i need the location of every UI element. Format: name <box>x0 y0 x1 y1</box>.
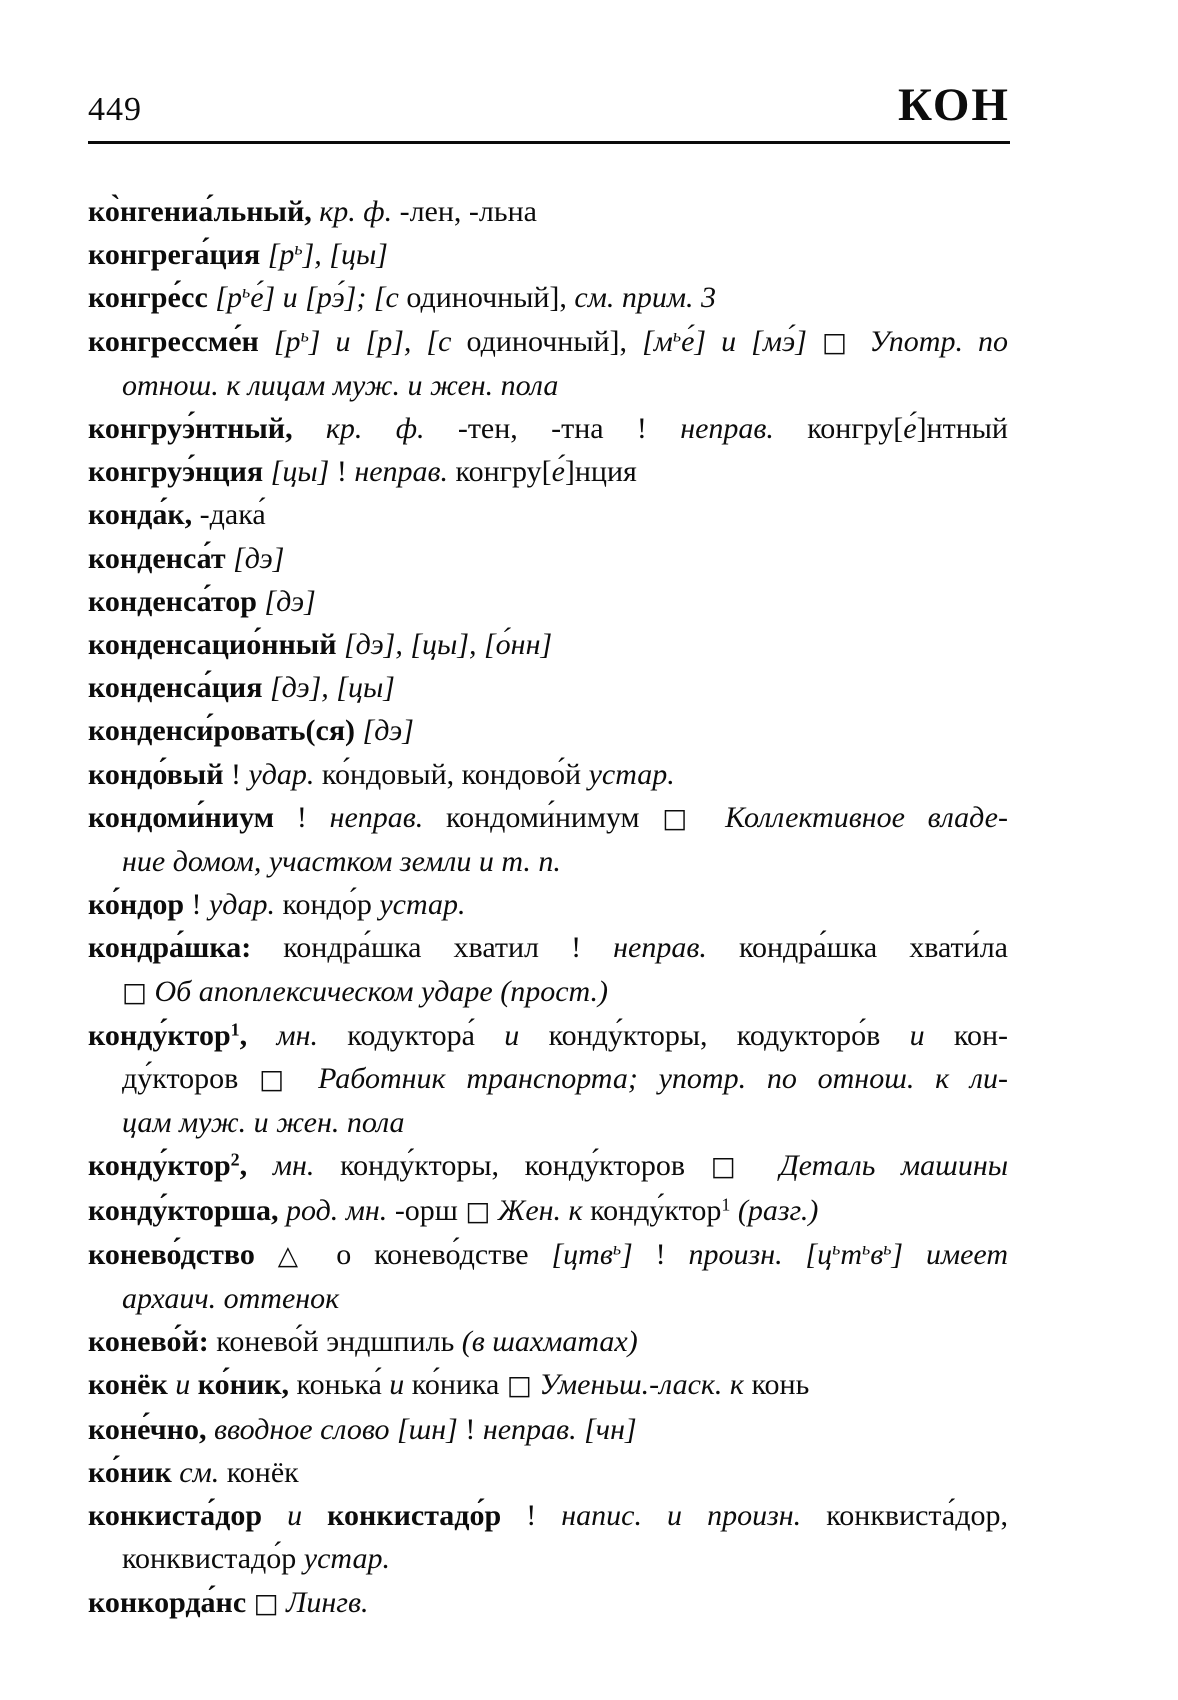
label-italic-text: неправ. <box>680 412 808 446</box>
header-rule <box>88 141 1010 144</box>
entry-line <box>88 1408 1008 1451</box>
headword-text: конденса́тор <box>88 584 265 618</box>
entry-line <box>88 883 1008 926</box>
entry-text: конду́кторы, кодукторо́в <box>548 1018 910 1052</box>
entry-line <box>88 407 1008 450</box>
entry-line <box>88 537 1008 580</box>
headword-text: конгруэ́нтный, <box>88 412 293 446</box>
definition-square-icon: □ <box>662 802 703 834</box>
headword-text: конево́дство <box>88 1237 278 1271</box>
label-italic-text: ] <box>621 1237 633 1271</box>
label-italic-text: е́] и [рэ́]; [с <box>250 281 407 315</box>
label-italic-text: ь <box>294 238 303 259</box>
label-italic-text: устар. <box>588 757 675 791</box>
headword-text: ко̀нгениа́льный, <box>88 195 312 228</box>
definition-square-icon: □ <box>465 1195 491 1227</box>
entry-text: ко́ника <box>411 1368 507 1402</box>
label-italic-text: е́ <box>551 455 565 489</box>
entry-text: конгру[ <box>807 412 904 446</box>
headword-text: 2 <box>230 1150 240 1171</box>
label-italic-text: ние домом, участком земли и т. п. <box>122 845 561 879</box>
label-italic-text: Жен. к <box>490 1193 591 1227</box>
label-italic-text: напис. и произн. <box>561 1499 827 1533</box>
label-italic-text: неправ. <box>329 800 447 834</box>
entry-line <box>88 623 1008 666</box>
headword-text: , <box>239 1018 248 1052</box>
label-italic-text: ] имеет <box>891 1237 1009 1271</box>
label-italic-text: ] и [р], [с <box>308 324 467 358</box>
entry-text: 1 <box>721 1194 731 1215</box>
headword-text: конду́ктор <box>88 1149 231 1183</box>
label-italic-text: [дэ] <box>362 714 414 748</box>
entry-text: ! <box>632 1237 689 1271</box>
label-italic-text: неправ. [чн] <box>482 1412 637 1446</box>
dictionary-entries <box>88 190 1008 1625</box>
label-italic-text: см. прим. 3 <box>574 281 717 315</box>
headword-text: конденса́т <box>88 541 234 575</box>
entry-text: -лен, -льна <box>399 195 537 228</box>
entry-line <box>88 1537 1008 1580</box>
entry-line <box>88 320 1008 364</box>
label-italic-text: архаич. оттенок <box>122 1282 340 1316</box>
label-italic-text: неправ. <box>613 931 739 965</box>
entry-line <box>88 1189 1008 1233</box>
label-italic-text: удар. <box>209 888 283 922</box>
label-italic-text: удар. <box>248 757 322 791</box>
entry-text: конь <box>751 1368 810 1402</box>
entry-text: конквистадо́р <box>122 1542 304 1576</box>
entry-text: конду́ктор <box>590 1193 722 1227</box>
headword-text: ко́ник <box>88 1455 180 1489</box>
entry-line <box>88 840 1008 883</box>
definition-square-icon: □ <box>506 1370 532 1402</box>
label-italic-text: [р <box>267 238 295 272</box>
label-italic-text: [дэ], [цы] <box>269 671 395 705</box>
entry-line <box>88 1494 1008 1537</box>
entry-text: ду́кторов <box>122 1062 260 1096</box>
label-italic-text: Деталь машины <box>753 1149 1009 1183</box>
entry-line <box>88 970 1008 1014</box>
running-head: КОН <box>897 79 1010 131</box>
entry-line <box>88 1014 1008 1057</box>
entry-text: ! <box>274 800 330 834</box>
entry-line <box>88 1451 1008 1494</box>
label-italic-text: устар. <box>303 1542 390 1576</box>
entry-line <box>88 190 1008 233</box>
entry-line <box>88 1101 1008 1144</box>
label-italic-text: е́ <box>903 412 917 446</box>
entry-text: кон- <box>953 1018 1008 1052</box>
label-italic-text: и <box>175 1368 198 1402</box>
headword-text: ко́ндор <box>88 888 185 922</box>
headword-text: 1 <box>230 1019 240 1040</box>
entry-line <box>88 233 1008 276</box>
label-italic-text: род. мн. <box>278 1193 395 1227</box>
headword-text: конгре́сс <box>88 281 216 315</box>
headword-text: , <box>239 1149 248 1183</box>
label-italic-text: [р <box>273 324 301 358</box>
entry-text: конквиста́дор, <box>826 1499 1008 1533</box>
label-italic-text: и <box>389 1368 412 1402</box>
headword-text: конгруэ́нция <box>88 455 271 489</box>
label-italic-text: см. <box>179 1455 227 1489</box>
label-italic-text: Уменьш.-ласк. к <box>531 1368 752 1402</box>
definition-square-icon: □ <box>122 976 147 1008</box>
page-header <box>88 78 1010 132</box>
label-italic-text: кр. ф. <box>292 412 458 446</box>
label-italic-text: [цтв <box>551 1237 613 1271</box>
entry-text: ! <box>329 455 355 489</box>
label-italic-text: Коллективное владе- <box>702 800 1008 834</box>
headword-text: конгрега́ция <box>88 238 268 272</box>
label-italic-text: вводное слово [шн] <box>206 1412 458 1446</box>
entry-text: -тен, -тна ! <box>457 412 681 446</box>
headword-text: конкорда́нс <box>88 1585 254 1619</box>
page-number: 449 <box>88 91 142 128</box>
label-italic-text: мн. <box>247 1149 341 1183</box>
entry-line <box>88 580 1008 623</box>
definition-square-icon: □ <box>821 326 855 358</box>
headword-text: конево́й: <box>88 1325 209 1359</box>
triangle-symbol-icon: △ <box>277 1239 314 1271</box>
label-italic-text: ь <box>832 1238 841 1259</box>
entry-line <box>88 1363 1008 1407</box>
entry-text: -дака́ <box>192 498 266 532</box>
label-italic-text: ь <box>672 325 682 346</box>
label-italic-text: Работник транспорта; употр. по отнош. к ли- <box>297 1062 1008 1096</box>
label-italic-text: [дэ], [цы], [о́нн] <box>343 628 553 662</box>
entry-text: конёк <box>226 1455 299 1489</box>
entry-text: одиночный], <box>466 324 643 358</box>
headword-text: конду́ктор <box>88 1018 231 1052</box>
entry-line <box>88 1581 1008 1625</box>
label-italic-text: цам муж. и жен. пола <box>122 1106 405 1140</box>
entry-text: кондра́шка хвати́ла <box>738 931 1008 965</box>
definition-square-icon: □ <box>259 1064 298 1096</box>
label-italic-text: неправ. <box>354 455 456 489</box>
entry-line <box>88 1320 1008 1363</box>
label-italic-text: (в шахматах) <box>461 1325 638 1359</box>
entry-text: ко́ндовый, кондово́й <box>321 757 589 791</box>
headword-text: коне́чно, <box>88 1412 207 1446</box>
entry-line <box>88 1057 1008 1101</box>
entry-text: -орш <box>394 1193 466 1227</box>
entry-line <box>88 364 1008 407</box>
headword-text: конгрессме́н <box>88 324 274 358</box>
label-italic-text: ь <box>883 1238 892 1259</box>
entry-line <box>88 666 1008 709</box>
headword-text: конденса́ция <box>88 671 270 705</box>
headword-text: ко́ник, <box>197 1368 290 1402</box>
entry-line <box>88 796 1008 840</box>
label-italic-text: [р <box>215 281 242 315</box>
label-italic-text: произн. [ц <box>688 1237 833 1271</box>
entry-text: кондра́шка хватил ! <box>251 931 614 965</box>
entry-text: ]нция <box>564 455 637 489</box>
label-italic-text: е́] и [мэ́] <box>681 324 822 358</box>
label-italic-text: т <box>840 1237 862 1271</box>
label-italic-text: ь <box>861 1238 871 1259</box>
entry-text: кондоми́нимум <box>446 800 663 834</box>
label-italic-text: в <box>870 1237 884 1271</box>
label-italic-text: мн. <box>247 1018 348 1052</box>
entry-line <box>88 1233 1008 1277</box>
label-italic-text: ь <box>612 1238 622 1259</box>
label-italic-text: устар. <box>379 888 466 922</box>
entry-line <box>88 276 1008 319</box>
label-italic-text: Лингв. <box>278 1585 369 1619</box>
entry-line <box>88 709 1008 752</box>
label-italic-text: ь <box>300 325 309 346</box>
label-italic-text: Употр. по <box>854 324 1009 358</box>
entry-text: кодуктора́ <box>347 1018 505 1052</box>
label-italic-text: и <box>287 1499 328 1533</box>
label-italic-text: [м <box>642 324 673 358</box>
headword-text: конкистадо́р <box>327 1499 502 1533</box>
label-italic-text: ь <box>241 282 251 303</box>
entry-line <box>88 493 1008 536</box>
entry-text: конево́й эндшпиль <box>208 1325 462 1359</box>
label-italic-text: ], [цы] <box>302 238 388 272</box>
entry-line <box>88 450 1008 493</box>
headword-text: конденси́ровать(ся) <box>88 714 363 748</box>
definition-square-icon: □ <box>710 1151 754 1183</box>
entry-text: конька́ <box>289 1368 390 1402</box>
label-italic-text: кр. ф. <box>311 195 400 228</box>
label-italic-text: Об апоплексическом ударе (прост.) <box>146 974 609 1008</box>
headword-text: конкиста́дор <box>88 1499 288 1533</box>
entry-text: одиночный], <box>406 281 575 315</box>
label-italic-text: и <box>909 1018 954 1052</box>
entry-text: ! <box>501 1499 562 1533</box>
entry-text: ! <box>457 1412 483 1446</box>
label-italic-text: и <box>504 1018 549 1052</box>
entry-text: ! <box>223 757 249 791</box>
entry-text: ! <box>184 888 210 922</box>
headword-text: кондоми́ниум <box>88 800 275 834</box>
headword-text: конду́кторша, <box>88 1193 279 1227</box>
headword-text: кондо́вый <box>88 757 224 791</box>
entry-line <box>88 753 1008 796</box>
entry-text: конгру[ <box>455 455 552 489</box>
headword-text: конденсацио́нный <box>88 628 344 662</box>
headword-text: конда́к, <box>88 498 193 532</box>
entry-line <box>88 1277 1008 1320</box>
label-italic-text: (разг.) <box>730 1193 819 1227</box>
label-italic-text: [дэ] <box>264 584 316 618</box>
label-italic-text: отнош. к лицам муж. и жен. пола <box>122 368 559 402</box>
entry-text: кондо́р <box>282 888 380 922</box>
entry-line <box>88 1144 1008 1188</box>
entry-text: конду́кторы, конду́кторов <box>340 1149 711 1183</box>
label-italic-text: [дэ] <box>233 541 285 575</box>
headword-text: кондра́шка: <box>88 931 252 965</box>
definition-square-icon: □ <box>253 1587 279 1619</box>
entry-text: о конево́дстве <box>313 1237 552 1271</box>
entry-line <box>88 926 1008 969</box>
entry-text: ]нтный <box>916 412 1008 446</box>
headword-text: конёк <box>88 1368 176 1402</box>
label-italic-text: [цы] <box>270 455 330 489</box>
